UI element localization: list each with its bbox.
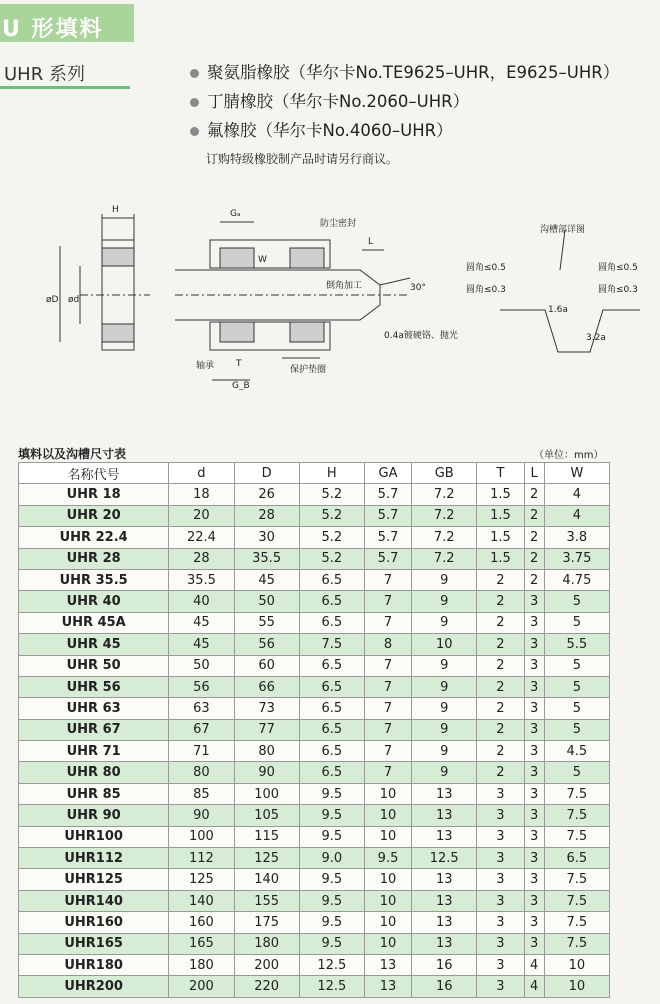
label-angle: 30° <box>410 283 426 293</box>
table-row <box>19 783 610 804</box>
table-cell: 13 <box>412 869 477 890</box>
table-cell: 60 <box>234 655 299 676</box>
table-cell: 3 <box>524 826 544 847</box>
table-cell: UHR125 <box>19 869 169 890</box>
table-cell: 13 <box>412 783 477 804</box>
table-cell: 71 <box>169 741 234 762</box>
table-cell: 26 <box>234 484 299 505</box>
table-cell: 90 <box>169 805 234 826</box>
table-cell: 7 <box>364 741 411 762</box>
table-cell: 4 <box>524 976 544 997</box>
table-cell: 10 <box>364 805 411 826</box>
table-cell: 7 <box>364 762 411 783</box>
table-cell: 6.5 <box>299 655 364 676</box>
table-cell: 63 <box>169 698 234 719</box>
table-cell: 2 <box>477 634 524 655</box>
col-header: H <box>299 463 364 484</box>
table-cell: 80 <box>234 741 299 762</box>
table-cell: 85 <box>169 783 234 804</box>
table-cell: 5.2 <box>299 484 364 505</box>
label-r03-left: 圆角≤0.3 <box>466 285 506 295</box>
table-cell: 12.5 <box>299 954 364 975</box>
table-cell: 4 <box>544 484 609 505</box>
table-cell: 9 <box>412 762 477 783</box>
table-cell: 7.5 <box>544 933 609 954</box>
table-row <box>19 933 610 954</box>
label-r05-left: 圆角≤0.5 <box>466 263 506 273</box>
table-cell: 2 <box>477 719 524 740</box>
table-cell: 125 <box>234 848 299 869</box>
table-cell: 7 <box>364 719 411 740</box>
table-cell: 8 <box>364 634 411 655</box>
table-row <box>19 569 610 590</box>
table-cell: 3 <box>477 890 524 911</box>
table-cell: UHR 45 <box>19 634 169 655</box>
table-cell: 13 <box>412 933 477 954</box>
table-cell: 9 <box>412 698 477 719</box>
page-title: U 形填料 <box>2 17 104 42</box>
table-cell: 77 <box>234 719 299 740</box>
order-note: 订购特级橡胶制产品时请另行商议。 <box>206 152 399 166</box>
table-cell: 200 <box>234 954 299 975</box>
table-cell: 3 <box>524 869 544 890</box>
table-cell: 18 <box>169 484 234 505</box>
table-cell: 9.0 <box>299 848 364 869</box>
table-cell: 80 <box>169 762 234 783</box>
table-cell: 5.7 <box>364 484 411 505</box>
table-cell: 9.5 <box>299 805 364 826</box>
table-cell: UHR 63 <box>19 698 169 719</box>
table-cell: 50 <box>234 591 299 612</box>
table-cell: 6.5 <box>299 676 364 697</box>
table-row <box>19 548 610 569</box>
table-cell: 9 <box>412 676 477 697</box>
table-cell: 9 <box>412 741 477 762</box>
table-cell: UHR 90 <box>19 805 169 826</box>
table-cell: 16 <box>412 954 477 975</box>
table-cell: 10 <box>364 890 411 911</box>
table-cell: 45 <box>234 569 299 590</box>
table-cell: 2 <box>477 762 524 783</box>
table-cell: 9 <box>412 569 477 590</box>
table-cell: 13 <box>412 805 477 826</box>
table-cell: 2 <box>477 741 524 762</box>
bullet-icon <box>190 127 199 136</box>
table-row <box>19 848 610 869</box>
table-cell: 6.5 <box>299 741 364 762</box>
table-cell: 1.5 <box>477 527 524 548</box>
table-cell: 3 <box>524 655 544 676</box>
table-cell: 7 <box>364 698 411 719</box>
table-cell: UHR160 <box>19 912 169 933</box>
table-cell: 7.2 <box>412 527 477 548</box>
table-cell: UHR 80 <box>19 762 169 783</box>
table-cell: 22.4 <box>169 527 234 548</box>
col-header: L <box>524 463 544 484</box>
table-cell: 66 <box>234 676 299 697</box>
table-cell: 2 <box>477 655 524 676</box>
table-cell: UHR 85 <box>19 783 169 804</box>
table-cell: 9.5 <box>299 783 364 804</box>
table-cell: 10 <box>544 976 609 997</box>
material-list <box>190 58 619 145</box>
bullet-icon <box>190 69 199 78</box>
table-cell: 125 <box>169 869 234 890</box>
table-cell: UHR200 <box>19 976 169 997</box>
table-cell: 9 <box>412 591 477 612</box>
table-cell: 112 <box>169 848 234 869</box>
table-cell: 140 <box>234 869 299 890</box>
table-cell: UHR 50 <box>19 655 169 676</box>
title-rule <box>0 86 130 89</box>
table-cell: 2 <box>524 527 544 548</box>
table-cell: 5 <box>544 612 609 633</box>
table-cell: 6.5 <box>544 848 609 869</box>
table-cell: 7.5 <box>544 805 609 826</box>
table-cell: 12.5 <box>299 976 364 997</box>
table-cell: 7 <box>364 569 411 590</box>
col-header: GA <box>364 463 411 484</box>
table-cell: 3 <box>477 783 524 804</box>
dim-T: T <box>236 359 242 369</box>
seal-diagram <box>0 190 660 390</box>
table-cell: 2 <box>477 676 524 697</box>
table-cell: 6.5 <box>299 569 364 590</box>
table-cell: UHR180 <box>19 954 169 975</box>
table-cell: 6.5 <box>299 591 364 612</box>
table-cell: 7.5 <box>544 783 609 804</box>
table-cell: UHR165 <box>19 933 169 954</box>
title-banner <box>0 4 134 42</box>
table-row <box>19 719 610 740</box>
table-row <box>19 826 610 847</box>
table-unit: （单位：mm） <box>534 450 604 461</box>
table-cell: 3 <box>524 762 544 783</box>
table-header-row <box>19 463 610 484</box>
label-chamfer: 倒角加工 <box>326 281 363 291</box>
table-cell: 5 <box>544 591 609 612</box>
table-cell: 115 <box>234 826 299 847</box>
table-cell: 35.5 <box>169 569 234 590</box>
table-cell: 30 <box>234 527 299 548</box>
table-row <box>19 505 610 526</box>
bullet-icon <box>190 98 199 107</box>
table-cell: 7.5 <box>544 890 609 911</box>
table-cell: 9.5 <box>364 848 411 869</box>
table-cell: 2 <box>524 548 544 569</box>
material-item: 氟橡胶（华尔卡No.4060–UHR） <box>190 116 619 145</box>
table-cell: 3.75 <box>544 548 609 569</box>
table-cell: 16 <box>412 976 477 997</box>
table-cell: 3 <box>477 976 524 997</box>
table-cell: 13 <box>412 826 477 847</box>
table-cell: 4.5 <box>544 741 609 762</box>
table-cell: 12.5 <box>412 848 477 869</box>
dim-GB: G_B <box>232 381 250 390</box>
table-cell: 3 <box>524 741 544 762</box>
table-cell: 3 <box>524 634 544 655</box>
table-cell: 5.2 <box>299 548 364 569</box>
table-cell: 3 <box>477 933 524 954</box>
label-r03-right: 圆角≤0.3 <box>598 285 638 295</box>
table-cell: 3 <box>524 719 544 740</box>
table-row <box>19 612 610 633</box>
table-cell: 5.7 <box>364 527 411 548</box>
table-cell: 90 <box>234 762 299 783</box>
table-cell: 3 <box>524 848 544 869</box>
table-cell: 7 <box>364 676 411 697</box>
table-cell: 55 <box>234 612 299 633</box>
table-cell: 1.5 <box>477 548 524 569</box>
groove-title: 沟槽部详图 <box>540 225 586 235</box>
label-bearing: 轴承 <box>196 361 215 371</box>
table-row <box>19 655 610 676</box>
table-cell: 10 <box>412 634 477 655</box>
table-cell: UHR 22.4 <box>19 527 169 548</box>
table-cell: 40 <box>169 591 234 612</box>
table-cell: 9.5 <box>299 826 364 847</box>
table-cell: 9.5 <box>299 933 364 954</box>
table-cell: 3 <box>524 933 544 954</box>
table-cell: 4.75 <box>544 569 609 590</box>
table-cell: 7.5 <box>544 826 609 847</box>
table-cell: 7.5 <box>544 869 609 890</box>
table-cell: 3 <box>524 676 544 697</box>
table-row <box>19 890 610 911</box>
table-cell: 3 <box>524 698 544 719</box>
table-cell: 7 <box>364 655 411 676</box>
material-item: 聚氨脂橡胶（华尔卡No.TE9625–UHR，E9625–UHR） <box>190 58 619 87</box>
table-cell: 13 <box>412 912 477 933</box>
col-header: 名称代号 <box>19 463 169 484</box>
table-cell: 9.5 <box>299 912 364 933</box>
label-r05-right: 圆角≤0.5 <box>598 263 638 273</box>
label-backup-ring: 保护垫圈 <box>290 365 327 375</box>
table-cell: 5.7 <box>364 548 411 569</box>
table-cell: 56 <box>234 634 299 655</box>
table-row <box>19 805 610 826</box>
table-cell: UHR100 <box>19 826 169 847</box>
material-item: 丁腈橡胶（华尔卡No.2060–UHR） <box>190 87 619 116</box>
table-cell: 3 <box>477 869 524 890</box>
table-cell: 100 <box>169 826 234 847</box>
dim-H: H <box>112 205 119 215</box>
table-cell: 45 <box>169 612 234 633</box>
table-cell: 2 <box>524 569 544 590</box>
table-cell: 200 <box>169 976 234 997</box>
table-cell: 10 <box>544 954 609 975</box>
dimension-table <box>18 462 610 998</box>
table-cell: 73 <box>234 698 299 719</box>
label-rough-2: 3.2a <box>586 333 606 343</box>
table-cell: 100 <box>234 783 299 804</box>
table-cell: 35.5 <box>234 548 299 569</box>
table-cell: UHR 56 <box>19 676 169 697</box>
table-row <box>19 976 610 997</box>
table-cell: 7.2 <box>412 505 477 526</box>
table-cell: 3 <box>524 783 544 804</box>
table-cell: 9 <box>412 612 477 633</box>
table-cell: UHR 20 <box>19 505 169 526</box>
table-cell: 4 <box>544 505 609 526</box>
table-cell: 1.5 <box>477 484 524 505</box>
table-cell: 4 <box>524 954 544 975</box>
table-cell: UHR112 <box>19 848 169 869</box>
table-cell: 5.2 <box>299 505 364 526</box>
table-row <box>19 676 610 697</box>
table-cell: 3 <box>524 912 544 933</box>
table-cell: 5.2 <box>299 527 364 548</box>
table-cell: 9.5 <box>299 869 364 890</box>
table-cell: UHR 67 <box>19 719 169 740</box>
table-cell: 155 <box>234 890 299 911</box>
table-cell: 2 <box>524 505 544 526</box>
table-cell: 105 <box>234 805 299 826</box>
table-cell: 3 <box>524 805 544 826</box>
table-cell: UHR 35.5 <box>19 569 169 590</box>
table-cell: 10 <box>364 826 411 847</box>
label-dust-seal: 防尘密封 <box>320 219 357 229</box>
table-cell: 50 <box>169 655 234 676</box>
table-cell: 180 <box>169 954 234 975</box>
dim-W: W <box>258 255 267 265</box>
table-cell: 7.2 <box>412 484 477 505</box>
table-row <box>19 484 610 505</box>
table-cell: 1.5 <box>477 505 524 526</box>
label-surface: 0.4a镀硬铬、抛光 <box>384 331 458 341</box>
table-cell: 10 <box>364 933 411 954</box>
table-cell: 2 <box>477 698 524 719</box>
table-cell: 5 <box>544 762 609 783</box>
table-cell: 10 <box>364 912 411 933</box>
table-cell: 2 <box>477 569 524 590</box>
table-row <box>19 762 610 783</box>
table-cell: 3 <box>524 612 544 633</box>
series-label: UHR 系列 <box>4 64 85 85</box>
table-row <box>19 954 610 975</box>
col-header: D <box>234 463 299 484</box>
table-row <box>19 698 610 719</box>
table-cell: 5 <box>544 698 609 719</box>
table-cell: 5.7 <box>364 505 411 526</box>
table-cell: 180 <box>234 933 299 954</box>
table-row <box>19 741 610 762</box>
table-cell: 5 <box>544 676 609 697</box>
table-cell: 28 <box>169 548 234 569</box>
table-cell: 220 <box>234 976 299 997</box>
table-cell: 9.5 <box>299 890 364 911</box>
table-cell: 3.8 <box>544 527 609 548</box>
table-cell: 175 <box>234 912 299 933</box>
table-cell: 9 <box>412 719 477 740</box>
col-header: d <box>169 463 234 484</box>
table-cell: 13 <box>364 954 411 975</box>
table-cell: 7 <box>364 591 411 612</box>
table-cell: 7 <box>364 612 411 633</box>
table-cell: 6.5 <box>299 762 364 783</box>
table-cell: 3 <box>477 826 524 847</box>
table-cell: 13 <box>364 976 411 997</box>
table-cell: 165 <box>169 933 234 954</box>
table-cell: 3 <box>477 954 524 975</box>
dim-L: L <box>368 237 374 247</box>
table-cell: 2 <box>477 591 524 612</box>
table-cell: 7.5 <box>299 634 364 655</box>
col-header: GB <box>412 463 477 484</box>
table-cell: 160 <box>169 912 234 933</box>
table-cell: 20 <box>169 505 234 526</box>
table-row <box>19 634 610 655</box>
table-cell: 3 <box>477 848 524 869</box>
table-title: 填料以及沟槽尺寸表 <box>18 447 127 461</box>
col-header: W <box>544 463 609 484</box>
table-cell: 5 <box>544 719 609 740</box>
table-cell: 9 <box>412 655 477 676</box>
table-cell: 28 <box>234 505 299 526</box>
table-cell: 7.5 <box>544 912 609 933</box>
dim-GA: Gₐ <box>230 209 241 219</box>
table-cell: 6.5 <box>299 719 364 740</box>
table-cell: 140 <box>169 890 234 911</box>
table-row <box>19 912 610 933</box>
table-cell: 13 <box>412 890 477 911</box>
table-cell: 56 <box>169 676 234 697</box>
table-cell: 2 <box>477 612 524 633</box>
table-cell: 10 <box>364 869 411 890</box>
table-cell: UHR 40 <box>19 591 169 612</box>
table-cell: 5 <box>544 655 609 676</box>
table-cell: 3 <box>477 912 524 933</box>
label-rough-1: 1.6a <box>548 305 568 315</box>
table-cell: 3 <box>477 805 524 826</box>
dim-phid: ød <box>68 295 80 305</box>
table-cell: 7.2 <box>412 548 477 569</box>
table-row <box>19 591 610 612</box>
table-cell: 67 <box>169 719 234 740</box>
table-cell: UHR 18 <box>19 484 169 505</box>
table-cell: 6.5 <box>299 698 364 719</box>
table-cell: 3 <box>524 890 544 911</box>
table-cell: 6.5 <box>299 612 364 633</box>
table-cell: UHR 71 <box>19 741 169 762</box>
table-cell: 45 <box>169 634 234 655</box>
table-cell: UHR 45A <box>19 612 169 633</box>
table-cell: UHR140 <box>19 890 169 911</box>
table-cell: 2 <box>524 484 544 505</box>
table-cell: 5.5 <box>544 634 609 655</box>
table-cell: 10 <box>364 783 411 804</box>
table-cell: 3 <box>524 591 544 612</box>
table-row <box>19 869 610 890</box>
col-header: T <box>477 463 524 484</box>
table-row <box>19 527 610 548</box>
table-cell: UHR 28 <box>19 548 169 569</box>
dim-phiD: øD <box>46 295 59 305</box>
